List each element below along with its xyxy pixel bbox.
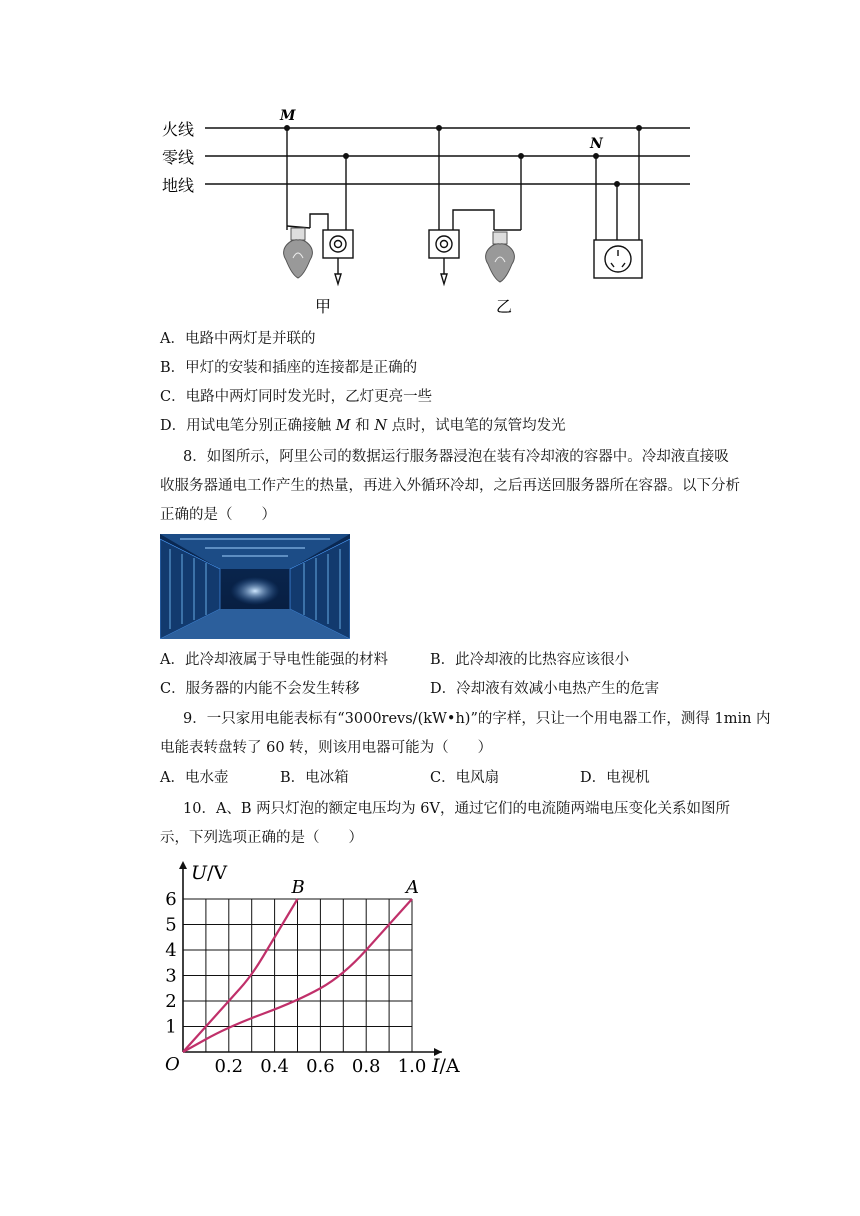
- curve-label-b: B: [291, 877, 305, 898]
- q8-option-b: B．此冷却液的比热容应该很小: [430, 652, 630, 668]
- circuit-diagram: [150, 100, 710, 320]
- y-tick-label: 4: [165, 940, 177, 961]
- x-tick-label: 0.4: [260, 1056, 289, 1077]
- curve-label-a: A: [406, 877, 419, 898]
- q9-option-b: B．电冰箱: [280, 770, 349, 786]
- y-tick-label: 5: [165, 914, 177, 936]
- q8-stem-line-2: 收服务器通电工作产生的热量，再进入外循环冷却，之后再送回服务器所在容器。以下分析: [160, 478, 740, 494]
- q7-option-c: C．电路中两灯同时发光时，乙灯更亮一些: [160, 389, 433, 405]
- point-n-label: N: [590, 136, 603, 152]
- q7-option-a: A．电路中两灯是并联的: [160, 331, 316, 347]
- wire-label-neutral: 零线: [162, 148, 195, 167]
- q7-option-b: B．甲灯的安装和插座的连接都是正确的: [160, 360, 418, 376]
- u-i-chart: [155, 855, 475, 1085]
- wire-label-ground: 地线: [162, 176, 195, 195]
- q8-option-d: D．冷却液有效减小电热产生的危害: [430, 681, 660, 697]
- point-m-label: M: [280, 108, 296, 124]
- y-axis-arrow: [179, 861, 187, 869]
- server-room-image: [160, 534, 350, 639]
- q8-option-a: A．此冷却液属于导电性能强的材料: [160, 652, 388, 668]
- x-axis-label: I/A: [432, 1055, 460, 1077]
- y-axis-label: U/V: [191, 862, 228, 884]
- q9-option-d: D．电视机: [580, 770, 650, 786]
- y-tick-label: 1: [165, 1016, 177, 1038]
- x-tick-label: 0.8: [351, 1056, 381, 1077]
- lamp-jia-label: 甲: [315, 297, 332, 316]
- q10-stem-line-1: 10．A、B 两只灯泡的额定电压均为 6V，通过它们的电流随两端电压变化关系如图所: [183, 801, 730, 817]
- q9-option-a: A．电水壶: [160, 770, 229, 786]
- bulb-jia-icon: [284, 226, 313, 278]
- lamp-yi-label: 乙: [496, 297, 513, 316]
- q9-stem-line-1: 9．一只家用电能表标有“3000revs/(kW•h)”的字样，只让一个用电器工作，测得 1min 内: [183, 711, 771, 727]
- q9-option-c: C．电风扇: [430, 770, 500, 786]
- q8-option-c: C．服务器的内能不会发生转移: [160, 681, 360, 697]
- wire-label-live: 火线: [162, 120, 195, 139]
- q10-stem-line-2: 示，下列选项正确的是（ ）: [160, 830, 363, 846]
- y-tick-label: 2: [165, 991, 177, 1012]
- x-tick-label: 0.2: [214, 1056, 244, 1077]
- y-tick-label: 3: [165, 965, 177, 987]
- q8-stem-line-3: 正确的是（ ）: [160, 507, 276, 523]
- bulb-yi-icon: [486, 230, 521, 282]
- q8-stem-line-1: 8．如图所示，阿里公司的数据运行服务器浸泡在装有冷却液的容器中。冷却液直接吸: [183, 449, 729, 465]
- q9-stem-line-2: 电能表转盘转了 60 转，则该用电器可能为（ ）: [160, 740, 493, 756]
- y-tick-label: 6: [165, 889, 177, 910]
- origin-label: O: [165, 1054, 180, 1075]
- x-tick-label: 0.6: [306, 1056, 335, 1077]
- x-tick-label: 1.0: [397, 1056, 427, 1077]
- q7-option-d: D．用试电笔分别正确接触 M 和 N 点时，试电笔的氖管均发光: [160, 418, 566, 434]
